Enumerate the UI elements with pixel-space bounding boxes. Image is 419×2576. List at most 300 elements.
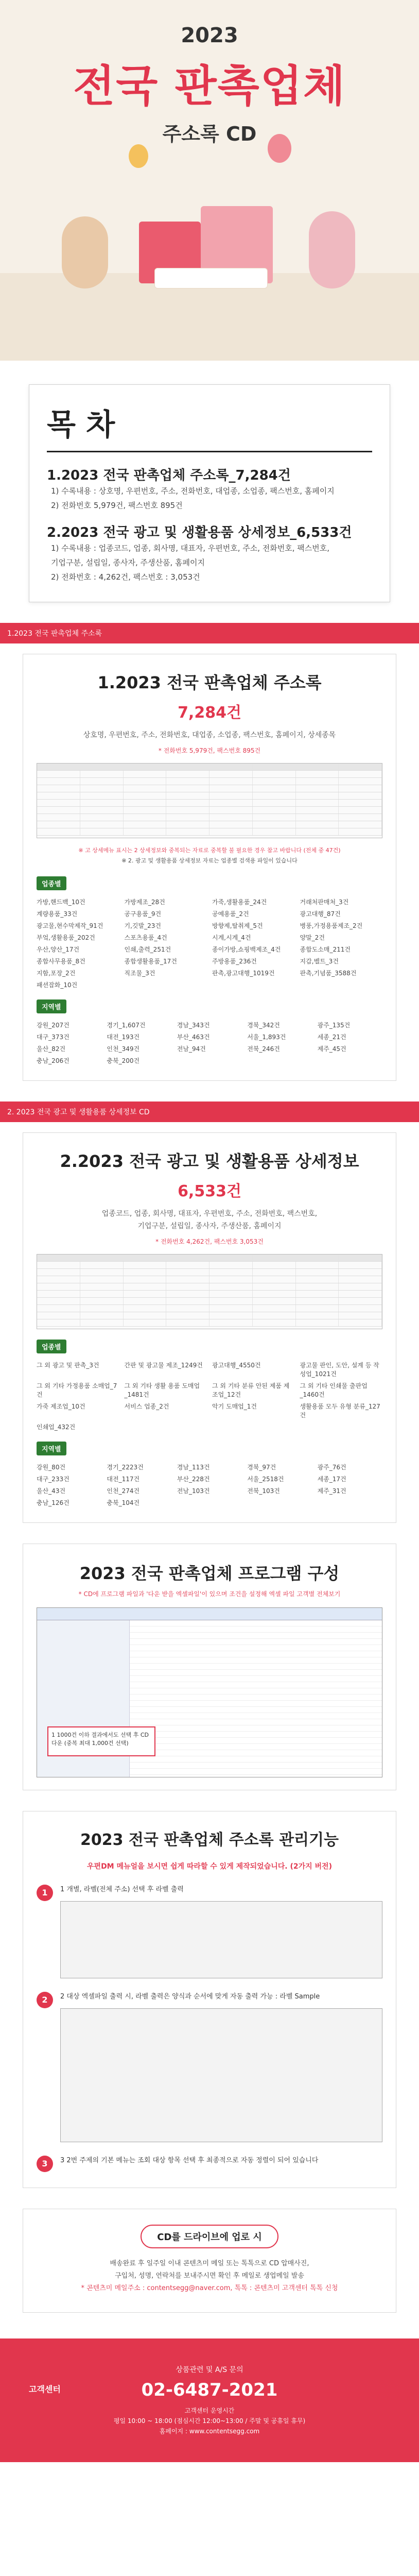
table-cell [339,764,382,770]
toc-section-1-title: 1.2023 전국 판촉업체 주소록_7,284건 [47,468,291,483]
table-of-contents [29,384,390,602]
table-cell [210,1319,253,1326]
list-item: 인쇄업_432건 [37,1423,76,1431]
table-cell [253,771,296,777]
table-cell [253,807,296,814]
step-3 [37,2156,382,2172]
table-cell [253,1283,296,1290]
table-cell [80,1312,124,1319]
table-row [130,1670,382,1676]
table-cell [253,814,296,821]
section-1-panel [23,654,396,1081]
list-item: 전북_246건 [247,1045,280,1053]
list-item: 울산_82건 [37,1045,66,1053]
balloon-icon [129,144,148,168]
toc-section-1-line: 1) 수록내용 : 상호명, 우편번호, 주소, 전화번호, 대업종, 소업종, 팩스번호, 홈페이지 [51,486,335,496]
list-item: 양말_2건 [300,934,325,941]
list-item: 판촉,기념품_3588건 [300,970,357,977]
table-row [130,1657,382,1664]
table-row [37,1298,382,1305]
table-cell [37,792,80,799]
flower-icon [62,216,108,289]
list-item: 경북_97건 [247,1464,276,1471]
section-2-panel [23,1132,396,1523]
table-cell [210,814,253,821]
table-cell [253,778,296,785]
list-item: 인쇄,출력_251건 [124,946,171,953]
table-cell [80,828,124,835]
table-cell [124,1319,167,1326]
list-item: 가방,핸드백_10건 [37,899,85,906]
table-cell [166,800,210,806]
table-cell [339,814,382,821]
table-cell [37,1312,80,1319]
footer-info: 고객센터 운영시간 평일 10:00 ~ 18:00 (점심시간 12:00~13:00 / 주말 및 공휴일 휴무) 홈페이지 : www.contentsegg.com [113,2407,306,2435]
toc-section-2-title: 2.2023 전국 광고 및 생활용품 상세정보_6,533건 [47,525,352,540]
table-cell [296,1298,339,1304]
table-cell [253,792,296,799]
table-cell [253,1276,296,1283]
flower-icon [309,211,355,289]
table-row [130,1633,382,1639]
table-cell [37,764,80,770]
list-item: 광고대행_4550건 [212,1362,261,1369]
table-cell [296,828,339,835]
table-cell [296,1291,339,1297]
cd-notice-text: 배송완료 후 일주일 이내 콘텐츠미 메일 또는 톡톡으로 CD 압매사진, 구입처, 성명, 연락처를 보내주시면 확인 후 메일로 생업메일 발송 * 콘텐츠미 메일주소 : contentsegg@naver.com, 톡톡 : 콘텐츠미 고객센터 톡톡 신청 [81,2260,338,2292]
section-title: 1.2023 전국 판촉업체 주소록 [97,673,322,692]
footer-label: 상품관련 및 A/S 문의 [176,2366,243,2374]
table-row [37,1283,382,1291]
table-row [130,1626,382,1633]
list-item: 그 외 기타 생활 용품 도매업_1481건 [124,1382,200,1398]
table-cell [124,792,167,799]
list-item: 대구_233건 [37,1476,69,1483]
step-screenshot [60,1901,382,1978]
list-item: 우산,양산_17건 [37,946,80,953]
table-row [130,1719,382,1725]
table-cell [339,1262,382,1268]
table-cell [210,1305,253,1312]
list-item: 울산_43건 [37,1487,66,1495]
table-row [37,800,382,807]
program-screenshot [37,1607,382,1777]
table-row [130,1713,382,1719]
list-item [177,1498,242,1507]
category-tag: 업종별 [37,876,66,890]
table-cell [210,1255,253,1261]
table-row [37,807,382,814]
table-cell [37,828,80,835]
table-row [37,814,382,821]
table-cell [166,1312,210,1319]
table-cell [210,807,253,814]
step-text: 3 2번 주제의 기본 메뉴는 조회 대상 항목 선택 후 최종적으로 자동 정렬이 되어 있습니다 [60,2157,319,2164]
table-cell [296,1319,339,1326]
table-cell [210,1276,253,1283]
table-cell [339,792,382,799]
phone-fax-count: * 전화번호 4,262건, 팩스번호 3,053건 [155,1238,264,1245]
list-item: 광주_76건 [317,1464,346,1471]
step-1 [37,1885,382,1978]
table-row [130,1707,382,1713]
list-item: 세종_17건 [317,1476,346,1483]
list-item: 인천_274건 [107,1487,140,1495]
table-cell [37,807,80,814]
table-cell [80,1319,124,1326]
table-cell [124,1269,167,1276]
table-cell [80,1291,124,1297]
table-row [130,1744,382,1750]
toc-heading: 목 차 [47,400,372,452]
table-cell [166,1255,210,1261]
region-tag: 지역별 [37,999,66,1013]
table-row [130,1769,382,1775]
table-row [130,1701,382,1707]
balloon-icon [268,134,291,163]
table-cell [296,807,339,814]
table-cell [80,1283,124,1290]
list-item: 판촉,광고대행_1019건 [212,970,275,977]
list-item [125,980,207,989]
table-cell [80,785,124,792]
table-cell [339,1298,382,1304]
table-row [130,1738,382,1744]
list-item: 지함,포장_2건 [37,970,76,977]
table-cell [124,800,167,806]
list-item: 시계,시계_4건 [212,934,251,941]
table-cell [339,800,382,806]
toc-section-2-line: 기업구분, 설립일, 종사자, 주생산품, 홈페이지 [51,558,205,567]
table-cell [253,1312,296,1319]
table-cell [80,1298,124,1304]
table-row [130,1645,382,1651]
list-item: 생활용품 모두 유형 분류_127건 [300,1403,380,1419]
step-text: 1 개별, 라벨(전체 주소) 선택 후 라벨 출력 [60,1886,184,1893]
list-item: 서비스 업종_2건 [124,1403,169,1410]
window-titlebar [37,1608,382,1620]
table-cell [80,792,124,799]
cd-notice [23,2209,396,2313]
table-row [37,771,382,778]
list-item: 제주_45건 [317,1045,346,1053]
table-cell [296,1312,339,1319]
table-cell [253,821,296,828]
callout-box: 1 1000건 이하 결과에서도 선택 후 CD 다운 (중복 최대 1,000건 선택) [47,1726,155,1756]
table-row [130,1750,382,1756]
list-item: 직조물_3건 [124,970,155,977]
list-item: 서울_1,893건 [247,1033,286,1041]
table-cell [296,1262,339,1268]
table-cell [296,771,339,777]
section-label: 1.2023 전국 판촉업체 주소록 [0,623,419,643]
table-row [37,1255,382,1262]
table-cell [296,1283,339,1290]
table-cell [339,807,382,814]
list-item: 경남_343건 [177,1022,210,1029]
field-list: 업종코드, 업종, 회사명, 대표자, 우편번호, 주소, 전화번호, 팩스번호, [101,1210,318,1218]
table-cell [80,814,124,821]
table-cell [210,828,253,835]
list-item: 병풍,가정용품제조_2건 [300,922,363,929]
table-cell [210,764,253,770]
table-cell [210,1298,253,1304]
list-item: 부산_228건 [177,1476,210,1483]
table-cell [37,1283,80,1290]
table-row [37,1312,382,1319]
table-cell [124,778,167,785]
table-cell [124,807,167,814]
table-row [130,1639,382,1645]
table-cell [210,1283,253,1290]
table-cell [37,1305,80,1312]
table-cell [253,1319,296,1326]
record-count: 7,284건 [178,704,241,722]
table-cell [80,800,124,806]
list-item [177,1056,242,1065]
list-item: 광고대행_87건 [300,910,341,918]
table-cell [37,800,80,806]
table-cell [80,1305,124,1312]
table-cell [124,1305,167,1312]
table-cell [124,1291,167,1297]
table-row [130,1762,382,1769]
table-row [37,1276,382,1283]
list-item: 악기 도매업_1건 [212,1403,257,1410]
table-cell [210,771,253,777]
table-cell [124,1298,167,1304]
table-row [130,1676,382,1682]
table-cell [37,814,80,821]
table-cell [166,1269,210,1276]
list-item: 계량용품_33건 [37,910,78,918]
table-cell [210,1291,253,1297]
table-cell [339,785,382,792]
step-2 [37,1992,382,2142]
table-cell [166,771,210,777]
step-number: 2 [37,1992,53,2008]
function-panel [23,1811,396,2188]
list-item: 부산_463건 [177,1033,210,1041]
table-cell [253,828,296,835]
function-lead: 우편DM 메뉴얼을 보시면 쉽게 따라할 수 있게 제작되었습니다. (2가지 버전) [87,1862,332,1871]
list-item: 그 외 광고 및 판촉_3건 [37,1362,99,1369]
list-item: 충남_126건 [37,1499,69,1506]
table-row [130,1688,382,1694]
sample-data-table [37,1254,382,1329]
table-cell [80,821,124,828]
table-row [130,1732,382,1738]
hero-title: 전국 판촉업체 [73,61,346,111]
table-row [130,1664,382,1670]
table-cell [166,1305,210,1312]
phone-fax-count: * 전화번호 5,979건, 팩스번호 895건 [158,747,261,754]
table-cell [124,821,167,828]
table-cell [210,1262,253,1268]
table-cell [296,785,339,792]
table-cell [124,1312,167,1319]
list-item: 전북_103건 [247,1487,280,1495]
field-list: 상호명, 우편번호, 주소, 전화번호, 대업종, 소업종, 팩스번호, 홈페이지, 상세종목 [83,731,336,739]
list-item: 종합도소매_211건 [300,946,351,953]
table-cell [124,1283,167,1290]
list-item: 경북_342건 [247,1022,280,1029]
table-cell [296,792,339,799]
list-item: 충북_104건 [107,1499,140,1506]
step-screenshot [60,2008,382,2142]
list-item: 광고물,현수막제작_91건 [37,922,103,929]
step-number: 1 [37,1885,53,1901]
table-row [130,1756,382,1762]
table-cell [166,828,210,835]
table-cell [296,1276,339,1283]
table-cell [296,778,339,785]
list-item: 공구용품_9건 [124,910,162,918]
table-cell [124,1262,167,1268]
list-item: 세종_21건 [317,1033,346,1041]
table-row [37,1291,382,1298]
category-list [37,897,382,989]
region-list [37,1463,382,1507]
table-row [130,1651,382,1657]
table-cell [253,1298,296,1304]
list-item: 간판 및 광고물 제조_1249건 [124,1362,203,1369]
table-cell [339,771,382,777]
table-cell [37,1276,80,1283]
hero-subtitle: 주소록 CD [162,123,257,145]
table-cell [253,1262,296,1268]
list-item: 제주_31건 [317,1487,346,1495]
table-cell [253,1291,296,1297]
table-cell [210,778,253,785]
table-cell [37,1255,80,1261]
table-cell [210,1269,253,1276]
table-cell [210,1312,253,1319]
list-item: 대전_117건 [107,1476,140,1483]
list-item: 광고물 판인, 도안, 설계 등 작성업_1021건 [300,1362,379,1378]
table-cell [296,821,339,828]
list-item: 종이가방,쇼핑백제조_4건 [212,946,281,953]
table-row [37,792,382,800]
hero-banner [0,0,419,361]
list-item: 경기_1,607건 [107,1022,146,1029]
list-item: 기,깃발_23건 [124,922,161,929]
table-cell [339,1269,382,1276]
toc-section-2-line: 1) 수록내용 : 업종코드, 업종, 회사명, 대표자, 우편번호, 주소, 전화번호, 팩스번호, [51,544,329,553]
list-item: 지갑,벨트_3건 [300,958,339,965]
toc-section-2-line: 2) 전화번호 : 4,262건, 팩스번호 : 3,053건 [51,572,200,582]
list-item: 패션잡화_10건 [37,981,78,989]
table-cell [37,1269,80,1276]
table-cell [80,764,124,770]
table-cell [210,800,253,806]
list-item: 강원_80건 [37,1464,66,1471]
list-item: 가죽,생활용품_24건 [212,899,267,906]
footer [0,2338,419,2462]
table-cell [210,792,253,799]
table-cell [339,1312,382,1319]
table-cell [166,778,210,785]
table-cell [296,814,339,821]
table-cell [124,814,167,821]
table-cell [37,821,80,828]
list-item: 그 외 기타 분류 안된 제품 제조업_12건 [212,1382,290,1398]
table-row [37,821,382,828]
step-text: 2 대상 엑셀파일 출력 시, 라벨 출력은 양식과 순서에 맞게 자동 출력 가능 : 라벨 Sample [60,1993,320,2001]
gift-box-icon [154,268,268,289]
table-row [37,785,382,792]
table-cell [166,1319,210,1326]
list-item: 거래처판매처_3건 [300,899,349,906]
table-cell [253,1305,296,1312]
list-item: 방향제,탈취제_5건 [212,922,263,929]
list-item: 종합생활용품_17건 [124,958,177,965]
program-title: 2023 전국 판촉업체 프로그램 구성 [79,1564,340,1583]
table-cell [37,1298,80,1304]
table-cell [339,828,382,835]
table-cell [124,785,167,792]
table-cell [124,764,167,770]
list-item: 인천_349건 [107,1045,140,1053]
table-row [37,828,382,836]
footer-phone[interactable]: 02-6487-2021 [141,2380,278,2400]
list-item: 충북_200건 [107,1057,140,1064]
table-row [130,1725,382,1732]
list-item: 광주_135건 [317,1022,351,1029]
hero-year: 2023 [181,24,238,47]
list-item: 공예용품_2건 [212,910,249,918]
table-cell [80,1269,124,1276]
program-panel [23,1544,396,1790]
list-item [212,1422,295,1431]
table-cell [296,764,339,770]
function-title: 2023 전국 판촉업체 주소록 관리기능 [80,1831,339,1849]
table-cell [37,778,80,785]
table-cell [166,814,210,821]
footer-logo: 고객센터 [29,2384,61,2394]
table-cell [166,785,210,792]
table-cell [124,1255,167,1261]
table-cell [37,1262,80,1268]
table-row [37,778,382,785]
table-cell [296,800,339,806]
table-cell [253,764,296,770]
table-cell [80,1255,124,1261]
table-cell [37,1291,80,1297]
table-row [37,1262,382,1269]
result-grid [130,1620,382,1777]
table-row [37,1269,382,1276]
table-cell [80,771,124,777]
list-item: 충남_206건 [37,1057,69,1064]
table-cell [339,1319,382,1326]
table-cell [166,807,210,814]
list-item: 경기_2223건 [107,1464,144,1471]
table-row [130,1620,382,1626]
list-item: 부엌,생활용품_202건 [37,934,95,941]
region-list [37,1021,382,1065]
list-item: 스포츠용품_4건 [124,934,167,941]
list-item: 그 외 기타 가정용품 소매업_7건 [37,1382,117,1398]
table-cell [166,821,210,828]
table-cell [166,1283,210,1290]
table-cell [80,778,124,785]
table-cell [166,1291,210,1297]
table-cell [339,1276,382,1283]
table-cell [296,1305,339,1312]
list-item: 주방용품_236건 [212,958,257,965]
table-cell [253,800,296,806]
